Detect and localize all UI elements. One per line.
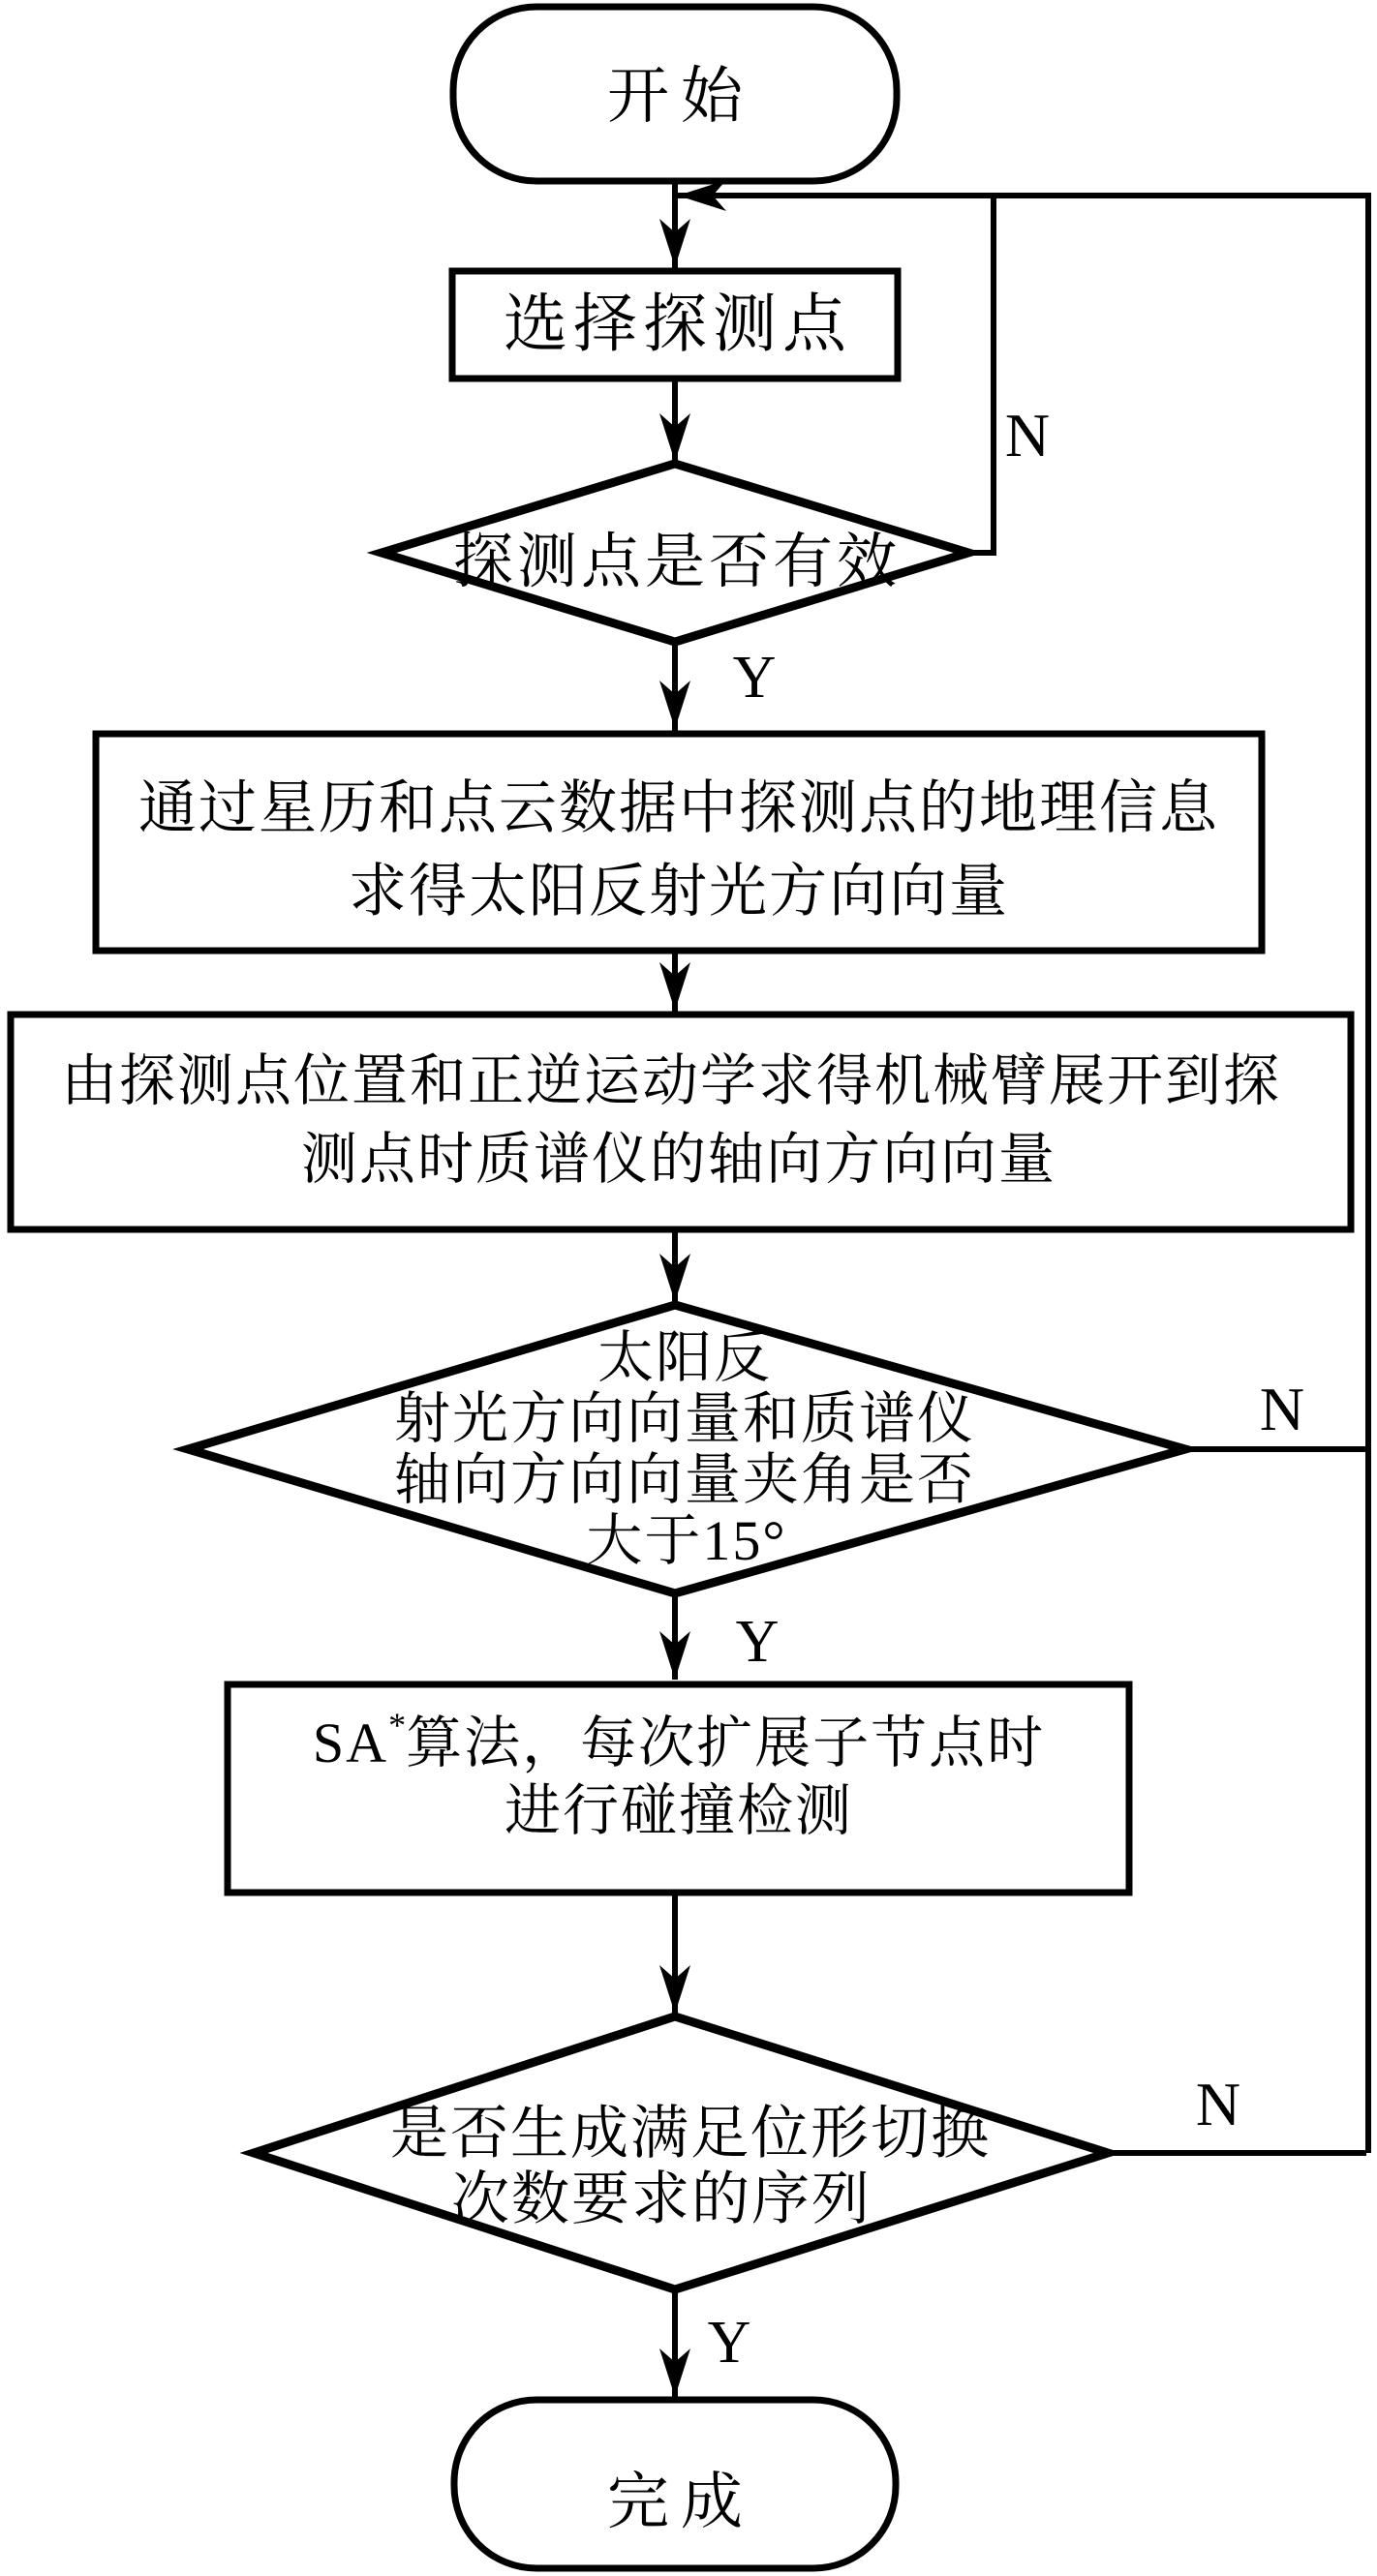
y-label-angle-check: Y xyxy=(735,1609,780,1675)
end-label: 完成 xyxy=(607,2468,754,2536)
solar-vector-line-2: 求得太阳反射光方向向量 xyxy=(349,860,1009,924)
sa-line-prefix: SA xyxy=(312,1712,389,1774)
angle-check-line-2: 射光方向向量和质谱仪 xyxy=(393,1387,976,1450)
n-label-point-valid: N xyxy=(1004,401,1051,470)
y-label-sequence-check: Y xyxy=(707,2310,751,2376)
point-valid-label: 探测点是否有效 xyxy=(452,530,902,595)
sa-collision-line-1 xyxy=(312,1706,1046,1774)
sa-line-rest: 算法，每次扩展子节点时 xyxy=(406,1712,1046,1774)
axial-vector-process-shape xyxy=(11,1015,1351,1229)
sequence-check-line-1: 是否生成满足位形切换 xyxy=(390,2102,991,2166)
axial-vector-line-2: 测点时质谱仪的轴向方向向量 xyxy=(300,1128,1057,1191)
select-point-label: 选择探测点 xyxy=(504,289,852,360)
sa-line-superscript: * xyxy=(388,1706,407,1744)
start-label: 开始 xyxy=(607,62,754,131)
angle-check-line-3: 轴向方向向量夹角是否 xyxy=(393,1448,976,1511)
sequence-check-line-2: 次数要求的序列 xyxy=(451,2167,872,2231)
solar-vector-line-1: 通过星历和点云数据中探测点的地理信息 xyxy=(138,776,1219,840)
angle-check-line-1: 太阳反 xyxy=(597,1326,773,1389)
sa-collision-line-2: 进行碰撞检测 xyxy=(504,1779,854,1842)
connector-point-valid-no xyxy=(968,198,994,553)
n-label-sequence-check: N xyxy=(1195,2070,1241,2138)
y-label-point-valid: Y xyxy=(732,645,777,711)
n-label-angle-check: N xyxy=(1259,1375,1305,1443)
angle-check-line-4: 大于15° xyxy=(586,1509,787,1572)
axial-vector-line-1: 由探测点位置和正逆运动学求得机械臂展开到探 xyxy=(60,1049,1282,1112)
